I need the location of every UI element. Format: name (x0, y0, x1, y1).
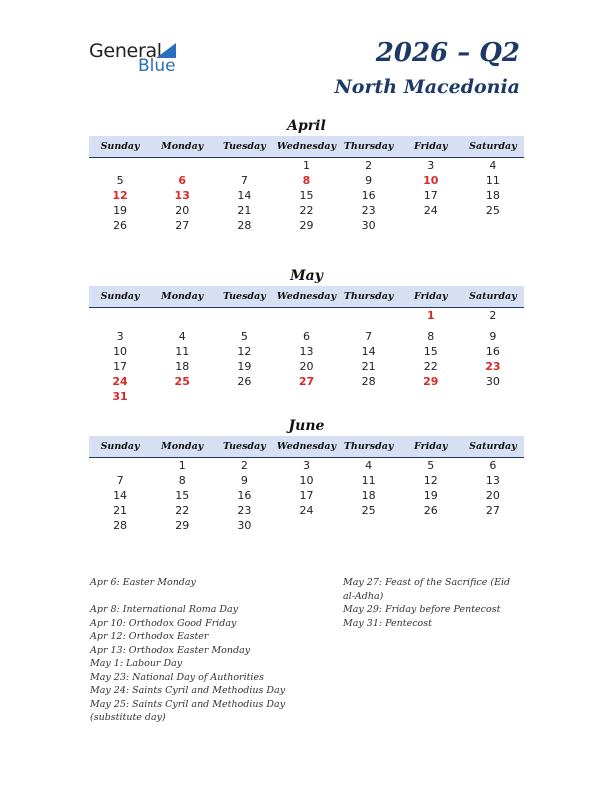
week-row (89, 218, 524, 233)
day-cell: 16 (237, 489, 252, 502)
day-cell: 24 (299, 504, 314, 517)
day-cell: 27 (298, 375, 315, 388)
day-cell: 2 (365, 159, 373, 172)
day-cell: 18 (175, 360, 190, 373)
day-cell: 3 (302, 459, 310, 472)
day-cell: 14 (361, 345, 376, 358)
day-cell: 10 (113, 345, 128, 358)
empty-day-cell (338, 308, 400, 323)
day-cell: 26 (113, 219, 128, 232)
day-cell: 2 (489, 309, 497, 322)
day-cell: 14 (237, 189, 252, 202)
day-cell: 4 (489, 159, 497, 172)
day-cell: 15 (175, 489, 190, 502)
day-cell: 28 (113, 519, 128, 532)
day-cell: 30 (361, 219, 376, 232)
day-cell: 21 (361, 360, 376, 373)
day-cell: 24 (423, 204, 438, 217)
day-cell: 6 (489, 459, 497, 472)
weekday-label: Friday (414, 441, 448, 452)
day-cell: 20 (485, 489, 500, 502)
week-row (89, 188, 524, 203)
week-row (89, 503, 524, 518)
day-cell: 6 (178, 174, 187, 187)
day-cell: 13 (174, 189, 190, 202)
weekday-label: Tuesday (222, 141, 266, 152)
weekday-header (89, 436, 524, 458)
month-june (89, 416, 524, 533)
empty-day-cell (400, 218, 462, 233)
day-cell: 9 (489, 330, 497, 343)
holiday-note: Apr 13: Orthodox Easter Monday (90, 644, 251, 656)
day-cell: 30 (485, 375, 500, 388)
day-cell: 28 (237, 219, 252, 232)
day-cell: 7 (365, 330, 373, 343)
weekday-label: Friday (414, 141, 448, 152)
day-cell: 19 (113, 204, 128, 217)
holiday-note: May 23: National Day of Authorities (90, 671, 264, 683)
day-cell: 25 (361, 504, 376, 517)
day-cell: 22 (175, 504, 190, 517)
empty-day-cell (151, 158, 213, 173)
empty-day-cell (151, 308, 213, 323)
day-cell: 17 (113, 360, 128, 373)
weekday-label: Thursday (343, 141, 394, 152)
day-cell: 7 (240, 174, 248, 187)
day-cell: 3 (116, 330, 124, 343)
day-cell: 18 (361, 489, 376, 502)
weekday-label: Sunday (100, 141, 140, 152)
day-cell: 5 (427, 459, 435, 472)
holiday-note: Apr 12: Orthodox Easter (90, 631, 209, 642)
day-cell: 21 (237, 204, 252, 217)
week-row (89, 488, 524, 503)
day-cell: 26 (237, 375, 252, 388)
week-row (89, 344, 524, 359)
day-cell: 9 (365, 174, 373, 187)
weekday-label: Monday (161, 441, 204, 452)
day-cell: 11 (361, 474, 376, 487)
holiday-note: May 27: Feast of the Sacrifice (Eid al-Adha) (343, 577, 511, 602)
holiday-notes-right (343, 576, 523, 630)
holiday-note: Apr 8: International Roma Day (90, 604, 239, 615)
weekday-label: Wednesday (276, 441, 337, 452)
weekday-label: Tuesday (222, 291, 266, 302)
weekday-label: Saturday (469, 141, 517, 152)
day-cell: 7 (116, 474, 124, 487)
weekday-label: Sunday (100, 441, 140, 452)
day-cell: 12 (112, 189, 128, 202)
day-cell: 22 (423, 360, 438, 373)
day-cell: 8 (427, 330, 435, 343)
day-cell: 4 (178, 330, 186, 343)
day-cell: 21 (113, 504, 128, 517)
empty-day-cell (462, 389, 524, 404)
day-cell: 27 (485, 504, 500, 517)
day-cell: 9 (240, 474, 248, 487)
day-cell: 12 (423, 474, 438, 487)
day-cell: 23 (237, 504, 252, 517)
holiday-notes-left (90, 576, 325, 725)
day-cell: 5 (240, 330, 248, 343)
week-row (89, 374, 524, 389)
page-title: 2026 – Q2 (375, 38, 520, 68)
day-cell: 31 (112, 390, 128, 403)
day-cell: 1 (302, 159, 310, 172)
day-cell: 25 (174, 375, 190, 388)
logo-blue-text: Blue (138, 56, 176, 76)
empty-day-cell (462, 218, 524, 233)
page-subtitle: North Macedonia (334, 76, 520, 98)
empty-day-cell (275, 518, 337, 533)
day-cell: 22 (299, 204, 314, 217)
week-row (89, 359, 524, 374)
day-cell: 30 (237, 519, 252, 532)
day-cell: 11 (175, 345, 190, 358)
day-cell: 28 (361, 375, 376, 388)
day-cell: 24 (112, 375, 128, 388)
day-cell: 23 (361, 204, 376, 217)
logo-general-text: General (89, 40, 162, 62)
holiday-note: Apr 10: Orthodox Good Friday (90, 617, 237, 629)
day-cell: 2 (240, 459, 248, 472)
weekday-label: Saturday (469, 291, 517, 302)
day-cell: 19 (423, 489, 438, 502)
day-cell: 29 (175, 519, 190, 532)
day-cell: 1 (426, 309, 435, 322)
day-cell: 8 (302, 174, 311, 187)
day-cell: 13 (299, 345, 314, 358)
logo (89, 40, 189, 76)
day-cell: 17 (423, 189, 438, 202)
week-row (89, 518, 524, 533)
day-cell: 10 (299, 474, 314, 487)
weekday-label: Saturday (469, 441, 517, 452)
weekday-header (89, 286, 524, 308)
note-gap (90, 590, 325, 604)
empty-day-cell (151, 389, 213, 404)
month-may (89, 266, 524, 404)
day-cell: 20 (175, 204, 190, 217)
month-name: June (288, 418, 325, 434)
weekday-label: Sunday (100, 291, 140, 302)
empty-day-cell (213, 158, 275, 173)
holiday-note: May 31: Pentecost (343, 617, 432, 629)
day-cell: 1 (178, 459, 186, 472)
holiday-note: Apr 6: Easter Monday (90, 577, 196, 588)
empty-day-cell (213, 308, 275, 323)
day-cell: 15 (423, 345, 438, 358)
day-cell: 3 (427, 159, 435, 172)
weekday-label: Thursday (343, 441, 394, 452)
month-name: May (290, 268, 323, 284)
day-cell: 16 (485, 345, 500, 358)
week-row (89, 473, 524, 488)
weekday-header (89, 136, 524, 158)
holiday-note: May 29: Friday before Pentecost (343, 604, 501, 615)
empty-day-cell (338, 518, 400, 533)
empty-day-cell (400, 389, 462, 404)
day-cell: 29 (423, 375, 439, 388)
day-cell: 5 (116, 174, 124, 187)
day-cell: 17 (299, 489, 314, 502)
month-name: April (287, 118, 326, 134)
day-cell: 12 (237, 345, 252, 358)
week-row (89, 173, 524, 188)
day-cell: 27 (175, 219, 190, 232)
day-cell: 10 (423, 174, 439, 187)
week-row (89, 158, 524, 173)
day-cell: 26 (423, 504, 438, 517)
empty-day-cell (338, 389, 400, 404)
day-cell: 6 (302, 330, 310, 343)
empty-day-cell (462, 518, 524, 533)
empty-day-cell (89, 308, 151, 323)
empty-day-cell (275, 308, 337, 323)
week-row (89, 389, 524, 404)
empty-day-cell (400, 518, 462, 533)
week-row (89, 203, 524, 218)
month-april (89, 116, 524, 233)
week-row (89, 329, 524, 344)
day-cell: 8 (178, 474, 186, 487)
weekday-label: Tuesday (222, 441, 266, 452)
day-cell: 20 (299, 360, 314, 373)
day-cell: 25 (485, 204, 500, 217)
day-cell: 11 (485, 174, 500, 187)
day-cell: 23 (485, 360, 501, 373)
weekday-label: Friday (414, 291, 448, 302)
day-cell: 19 (237, 360, 252, 373)
weekday-label: Wednesday (276, 141, 337, 152)
empty-day-cell (213, 389, 275, 404)
day-cell: 18 (485, 189, 500, 202)
day-cell: 15 (299, 189, 314, 202)
week-row (89, 308, 524, 323)
holiday-note: May 24: Saints Cyril and Methodius Day (90, 685, 286, 696)
day-cell: 4 (365, 459, 373, 472)
holiday-note: May 25: Saints Cyril and Methodius Day (substitute day) (90, 698, 286, 723)
weekday-label: Monday (161, 141, 204, 152)
weekday-label: Thursday (343, 291, 394, 302)
empty-day-cell (275, 389, 337, 404)
weekday-label: Monday (161, 291, 204, 302)
day-cell: 13 (485, 474, 500, 487)
holiday-note: May 1: Labour Day (90, 658, 183, 669)
empty-day-cell (89, 158, 151, 173)
weekday-label: Wednesday (276, 291, 337, 302)
day-cell: 29 (299, 219, 314, 232)
day-cell: 16 (361, 189, 376, 202)
empty-day-cell (89, 458, 151, 473)
day-cell: 14 (113, 489, 128, 502)
week-row (89, 458, 524, 473)
